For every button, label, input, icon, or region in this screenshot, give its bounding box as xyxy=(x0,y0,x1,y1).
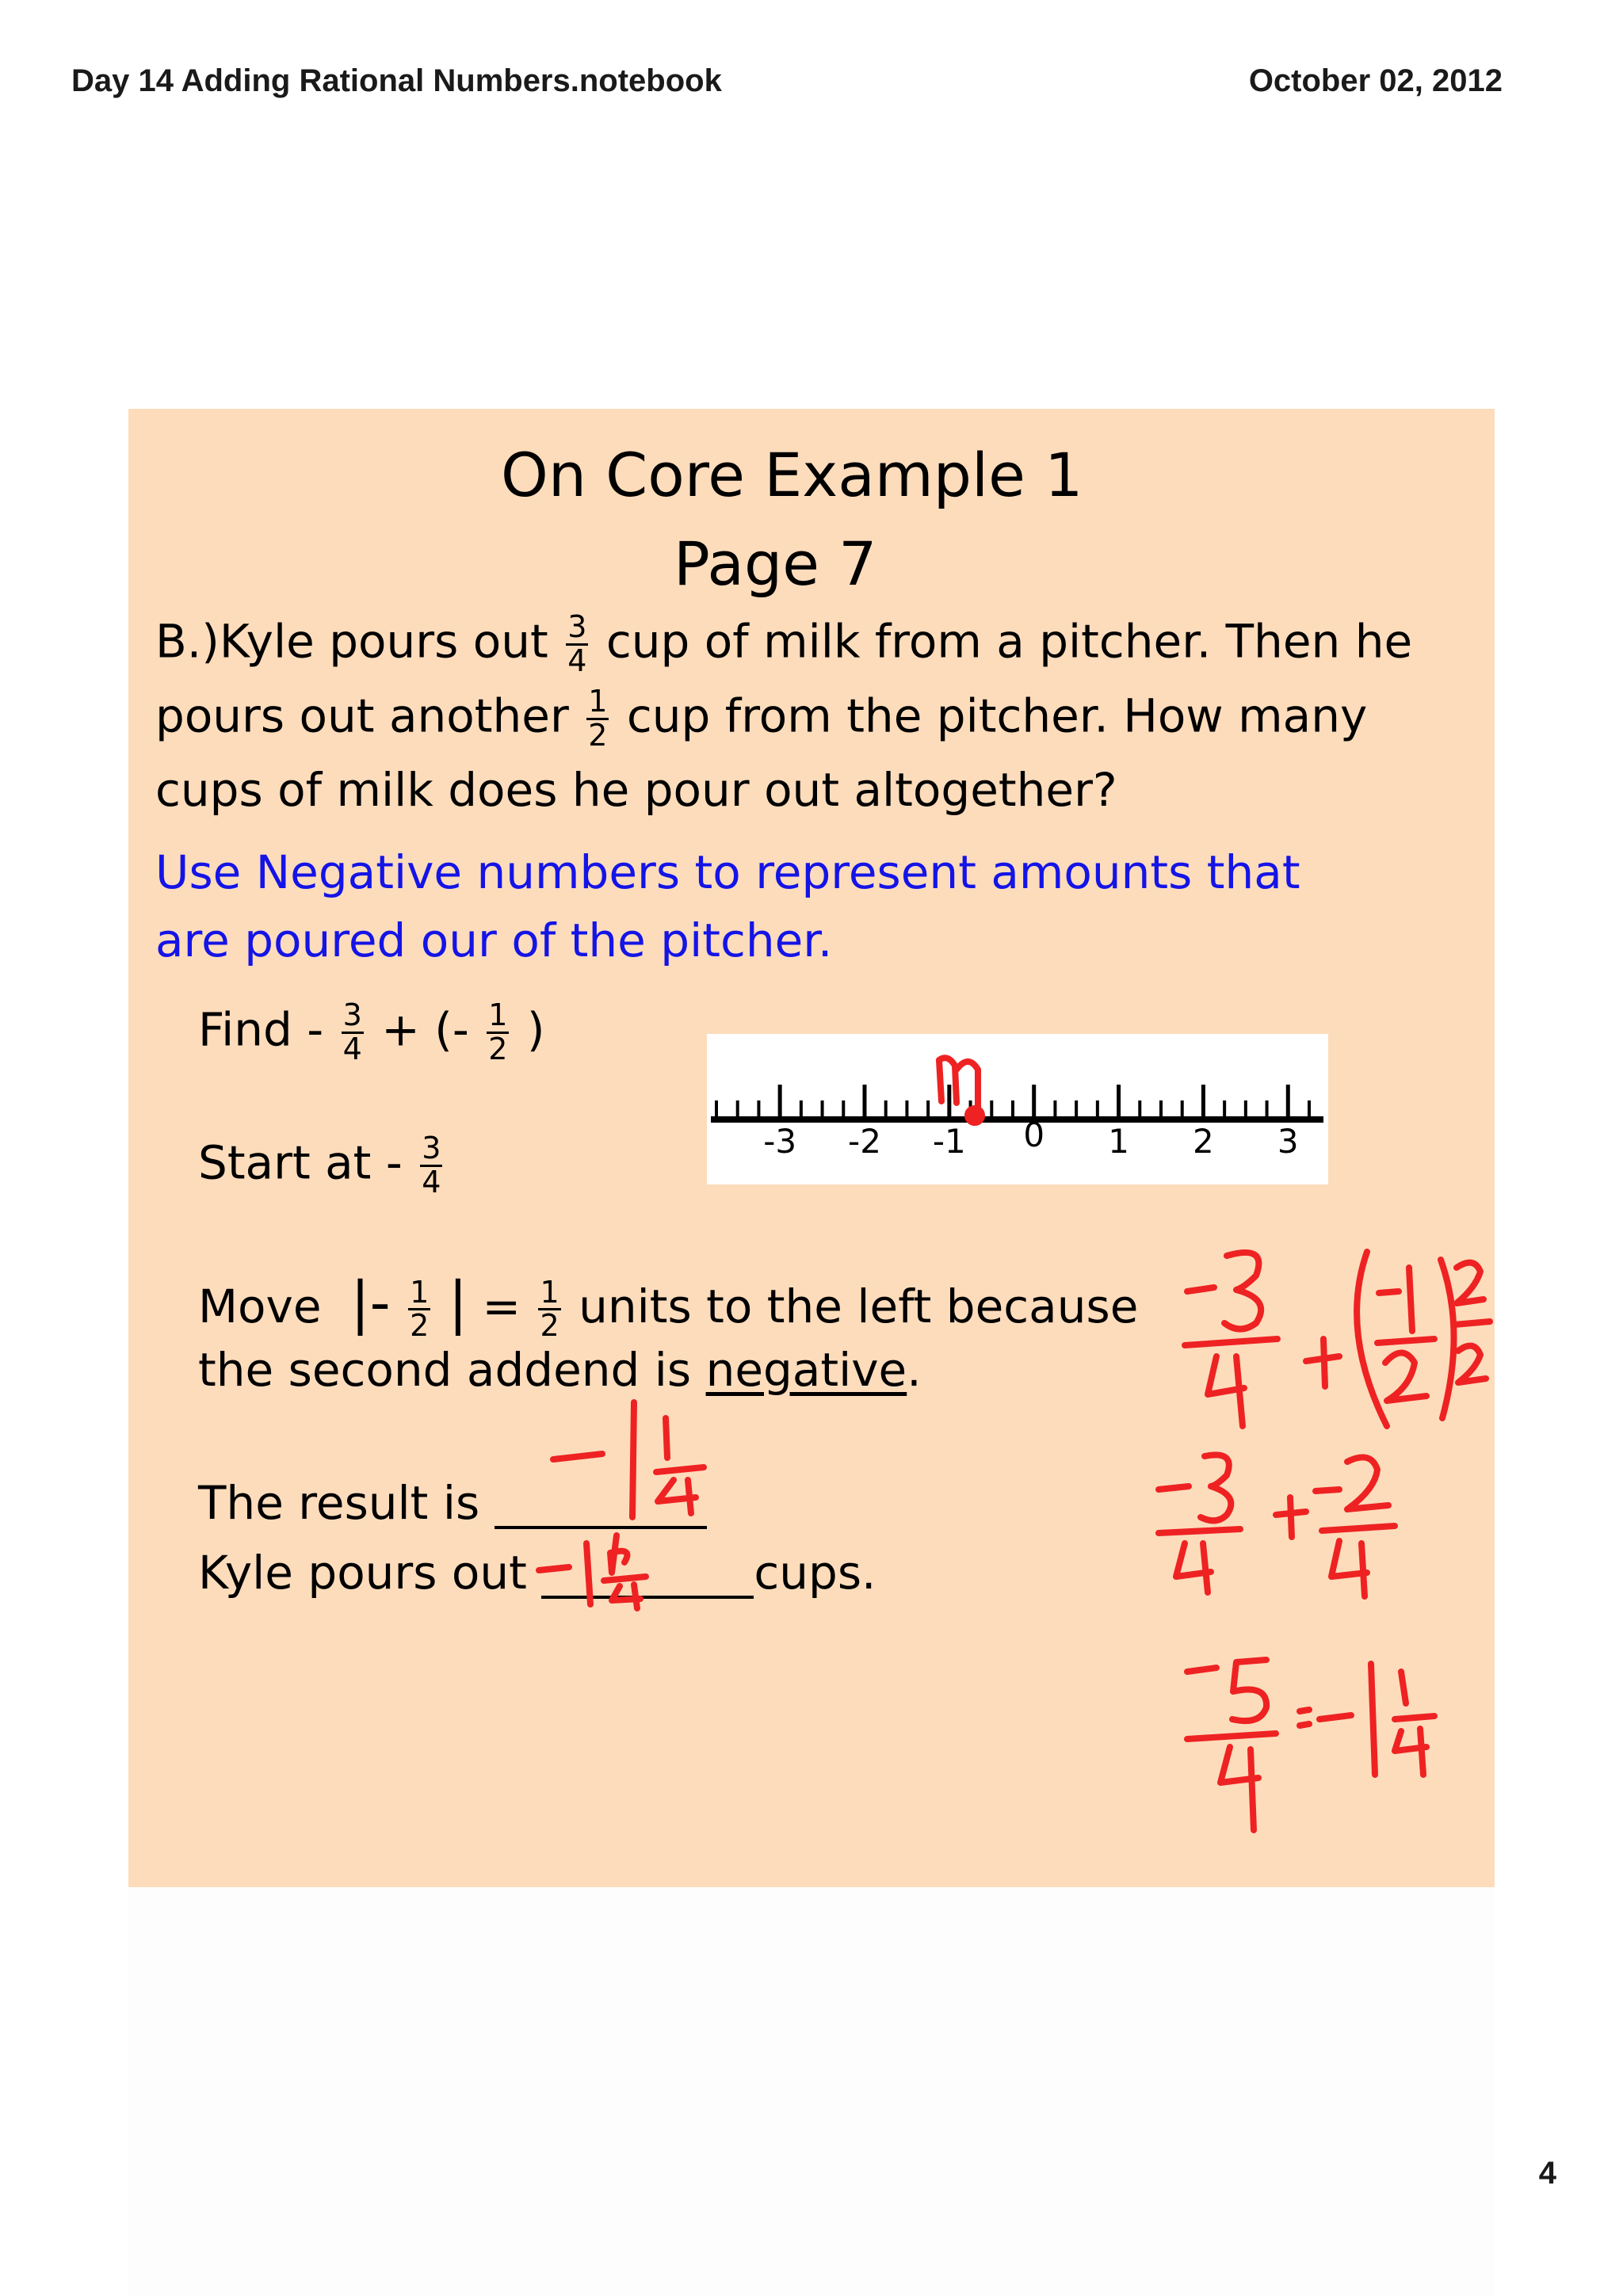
problem-text-b: cup of milk from a pitcher. Then he xyxy=(605,614,1413,669)
period: . xyxy=(907,1343,922,1397)
document-date: October 02, 2012 xyxy=(1248,63,1503,98)
start-expression xyxy=(198,1133,445,1199)
number-line-label: -3 xyxy=(763,1122,797,1161)
move-line2-text: the second addend is xyxy=(198,1343,692,1397)
hint-line-1: Use Negative numbers to represent amounts that xyxy=(155,845,1300,899)
pours-line xyxy=(198,1546,876,1600)
move-label: Move xyxy=(198,1280,322,1333)
result-blank xyxy=(495,1480,707,1529)
start-label: Start at - xyxy=(198,1135,403,1190)
fraction-numerator: 1 xyxy=(540,1274,559,1310)
fraction-numerator: 1 xyxy=(410,1274,430,1310)
find-label: Find - xyxy=(198,1002,324,1057)
find-expression xyxy=(198,997,545,1066)
fraction-denominator: 2 xyxy=(410,1308,430,1344)
fraction-one-half xyxy=(487,997,509,1066)
fraction-three-fourths xyxy=(566,609,588,678)
pours-label: Kyle pours out xyxy=(198,1546,527,1600)
result-line xyxy=(198,1476,707,1530)
move-line-1 xyxy=(198,1269,1139,1344)
document-title: Day 14 Adding Rational Numbers.notebook xyxy=(71,63,722,98)
page-number: 4 xyxy=(1538,2156,1556,2191)
fraction-one-half xyxy=(538,1274,560,1344)
pours-end: cups. xyxy=(754,1546,876,1600)
fraction-numerator: 3 xyxy=(342,997,362,1032)
fraction-one-half xyxy=(586,686,609,752)
move-line-2 xyxy=(198,1343,922,1397)
number-line-label: 3 xyxy=(1277,1122,1299,1161)
find-middle: + (- xyxy=(381,1002,469,1057)
slide-subtitle: Page 7 xyxy=(674,528,877,599)
problem-line-2 xyxy=(155,686,1367,752)
fraction-numerator: 3 xyxy=(422,1131,441,1165)
fraction-denominator: 2 xyxy=(588,717,608,753)
problem-text-c: pours out another xyxy=(155,688,569,743)
move-rest: units to the left because xyxy=(579,1280,1139,1333)
number-line-label: 2 xyxy=(1193,1122,1214,1161)
fraction-three-fourths xyxy=(342,997,364,1066)
fraction-denominator: 2 xyxy=(540,1308,559,1344)
find-close: ) xyxy=(526,1002,545,1057)
negative-word: negative xyxy=(705,1343,907,1397)
pours-blank xyxy=(541,1550,754,1599)
number-line xyxy=(707,1034,1328,1184)
hint-line-2: are poured our of the pitcher. xyxy=(155,913,833,967)
fraction-denominator: 4 xyxy=(342,1031,362,1066)
fraction-numerator: 3 xyxy=(567,609,587,644)
number-line-label: -1 xyxy=(932,1122,966,1161)
number-line-panel xyxy=(707,1034,1328,1184)
blank-area xyxy=(128,1887,1495,2296)
number-line-label: 0 xyxy=(1023,1116,1045,1154)
problem-text-d: cup from the pitcher. How many xyxy=(626,688,1368,743)
equals-sign: = xyxy=(482,1280,521,1333)
fraction-numerator: 1 xyxy=(488,997,508,1032)
result-label: The result is xyxy=(198,1476,480,1530)
fraction-numerator: 1 xyxy=(588,684,608,719)
number-line-label: -2 xyxy=(848,1122,881,1161)
abs-close: | xyxy=(448,1269,468,1336)
problem-line-1 xyxy=(155,609,1413,678)
problem-text-a: B.)Kyle pours out xyxy=(155,614,548,669)
problem-line-3: cups of milk does he pour out altogether? xyxy=(155,763,1117,817)
fraction-three-fourths xyxy=(420,1133,442,1199)
slide-title: On Core Example 1 xyxy=(501,440,1083,510)
number-line-label: 1 xyxy=(1108,1122,1129,1161)
fraction-one-half xyxy=(408,1274,430,1344)
fraction-denominator: 4 xyxy=(567,643,587,678)
fraction-denominator: 4 xyxy=(422,1164,441,1199)
fraction-denominator: 2 xyxy=(488,1031,508,1066)
abs-open: |- xyxy=(350,1269,391,1336)
